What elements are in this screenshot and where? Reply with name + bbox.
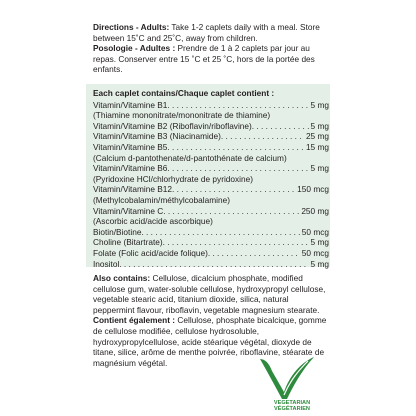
ingredient-row <box>93 142 329 153</box>
ingredient-row <box>93 131 329 142</box>
also-contains-text-fr: Cellulose, phosphate bicalcique, gomme de cellulose modifiée, cellulose hydrosoluble, hydroxypropylcellulose, acide stéarique végétal, dioxyde de titane, silice, arôme de menthe poivrée, riboflavine, stéarate de magnésium végétal. <box>93 315 327 368</box>
dot-leader <box>163 237 309 248</box>
also-contains-en <box>93 273 329 315</box>
ingredient-source: (Pyridoxine HCl/chlorhydrate de pyridoxine) <box>93 173 254 184</box>
directions-section <box>93 22 329 75</box>
ingredient-amount: 50 mcg <box>301 247 329 258</box>
ingredient-row <box>93 259 329 270</box>
vegetarian-logo <box>256 355 328 411</box>
ingredient-name: Biotin/Biotine <box>93 226 142 237</box>
ingredient-source: (Thiamine mononitrate/mononitrate de thiamine) <box>93 110 271 121</box>
dot-leader <box>172 184 295 195</box>
ingredient-name: Inositol <box>93 258 120 269</box>
ingredient-amount: 15 mg <box>305 141 329 152</box>
ingredient-row <box>93 121 329 132</box>
dot-leader <box>167 100 308 111</box>
ingredient-row <box>93 184 329 195</box>
ingredient-name: Vitamin/Vitamine B12 <box>93 184 173 195</box>
ingredient-amount: 50 mcg <box>301 226 329 237</box>
ingredient-source: (Ascorbic acid/acide ascorbique) <box>93 216 213 227</box>
ingredient-name: Vitamin/Vitamine B1 <box>93 99 168 110</box>
directions-fr <box>93 43 329 75</box>
ingredient-name: Vitamin/Vitamine B2 (Riboflavin/riboflavine) <box>93 120 252 131</box>
directions-en <box>93 22 329 43</box>
ingredient-name: Vitamin/Vitamine B3 (Niacinamide) <box>93 131 221 142</box>
ingredients-header: Each caplet contains/Chaque caplet contient : <box>93 88 275 98</box>
dot-leader <box>167 163 308 174</box>
ingredient-amount: 250 mg <box>301 205 329 216</box>
ingredient-row <box>93 163 329 174</box>
ingredient-name: Vitamin/Vitamine C <box>93 205 164 216</box>
ingredient-amount: 5 mg <box>310 99 329 110</box>
ingredient-amount: 5 mg <box>310 258 329 269</box>
dot-leader <box>167 142 304 153</box>
dot-leader <box>252 121 309 132</box>
ingredient-name: Vitamin/Vitamine B6 <box>93 163 168 174</box>
dot-leader <box>141 227 299 238</box>
directions-label-fr: Posologie - Adultes : <box>93 43 176 54</box>
ingredient-row <box>93 206 329 217</box>
logo-text-en: VEGETARIAN <box>273 400 311 406</box>
ingredient-name: Choline (Bitartrate) <box>93 237 163 248</box>
ingredient-name: Vitamin/Vitamine B5 <box>93 141 168 152</box>
dot-leader <box>221 131 304 142</box>
also-contains-text-en: Cellulose, dicalcium phosphate, modified cellulose gum, water-soluble cellulose, hydroxypropyl cellulose, vegetable stearic acid, titanium dioxide, silica, natural peppermint flavour, riboflavin, vegetable magnesium stearate. <box>93 273 326 315</box>
ingredients-list <box>93 100 329 270</box>
ingredient-amount: 25 mg <box>305 131 329 142</box>
also-contains-label-en: Also contains: <box>93 273 151 283</box>
ingredient-amount: 5 mg <box>310 163 329 174</box>
ingredient-amount: 5 mg <box>310 237 329 248</box>
ingredient-row <box>93 100 329 111</box>
ingredient-row <box>93 237 329 248</box>
dot-leader <box>163 206 299 217</box>
dot-leader <box>208 248 300 259</box>
also-contains-label-fr: Contient également : <box>93 315 176 326</box>
directions-text-en: Take 1-2 caplets daily with a meal. Store between 15˚C and 25˚C, away from children. <box>93 22 320 43</box>
ingredient-row <box>93 248 329 259</box>
dot-leader <box>119 259 308 270</box>
ingredient-row <box>93 227 329 238</box>
logo-text-fr: VÉGÉTARIEN <box>274 406 310 411</box>
ingredient-source: (Methylcobalamin/méthylcobalamine) <box>93 194 230 205</box>
ingredient-name: Folate (Folic acid/acide folique) <box>93 247 208 258</box>
ingredients-section <box>93 88 329 269</box>
directions-text-fr: Prendre de 1 à 2 caplets par jour au repas. Conserver entre 15 ˚C et 25 ˚C, hors de la portée des enfants. <box>93 43 315 75</box>
ingredient-source: (Calcium d-pantothenate/d-pantothénate de calcium) <box>93 152 287 163</box>
directions-label-en: Directions - Adults: <box>93 22 170 32</box>
ingredient-amount: 5 mg <box>310 120 329 131</box>
ingredient-amount: 150 mcg <box>297 184 329 195</box>
